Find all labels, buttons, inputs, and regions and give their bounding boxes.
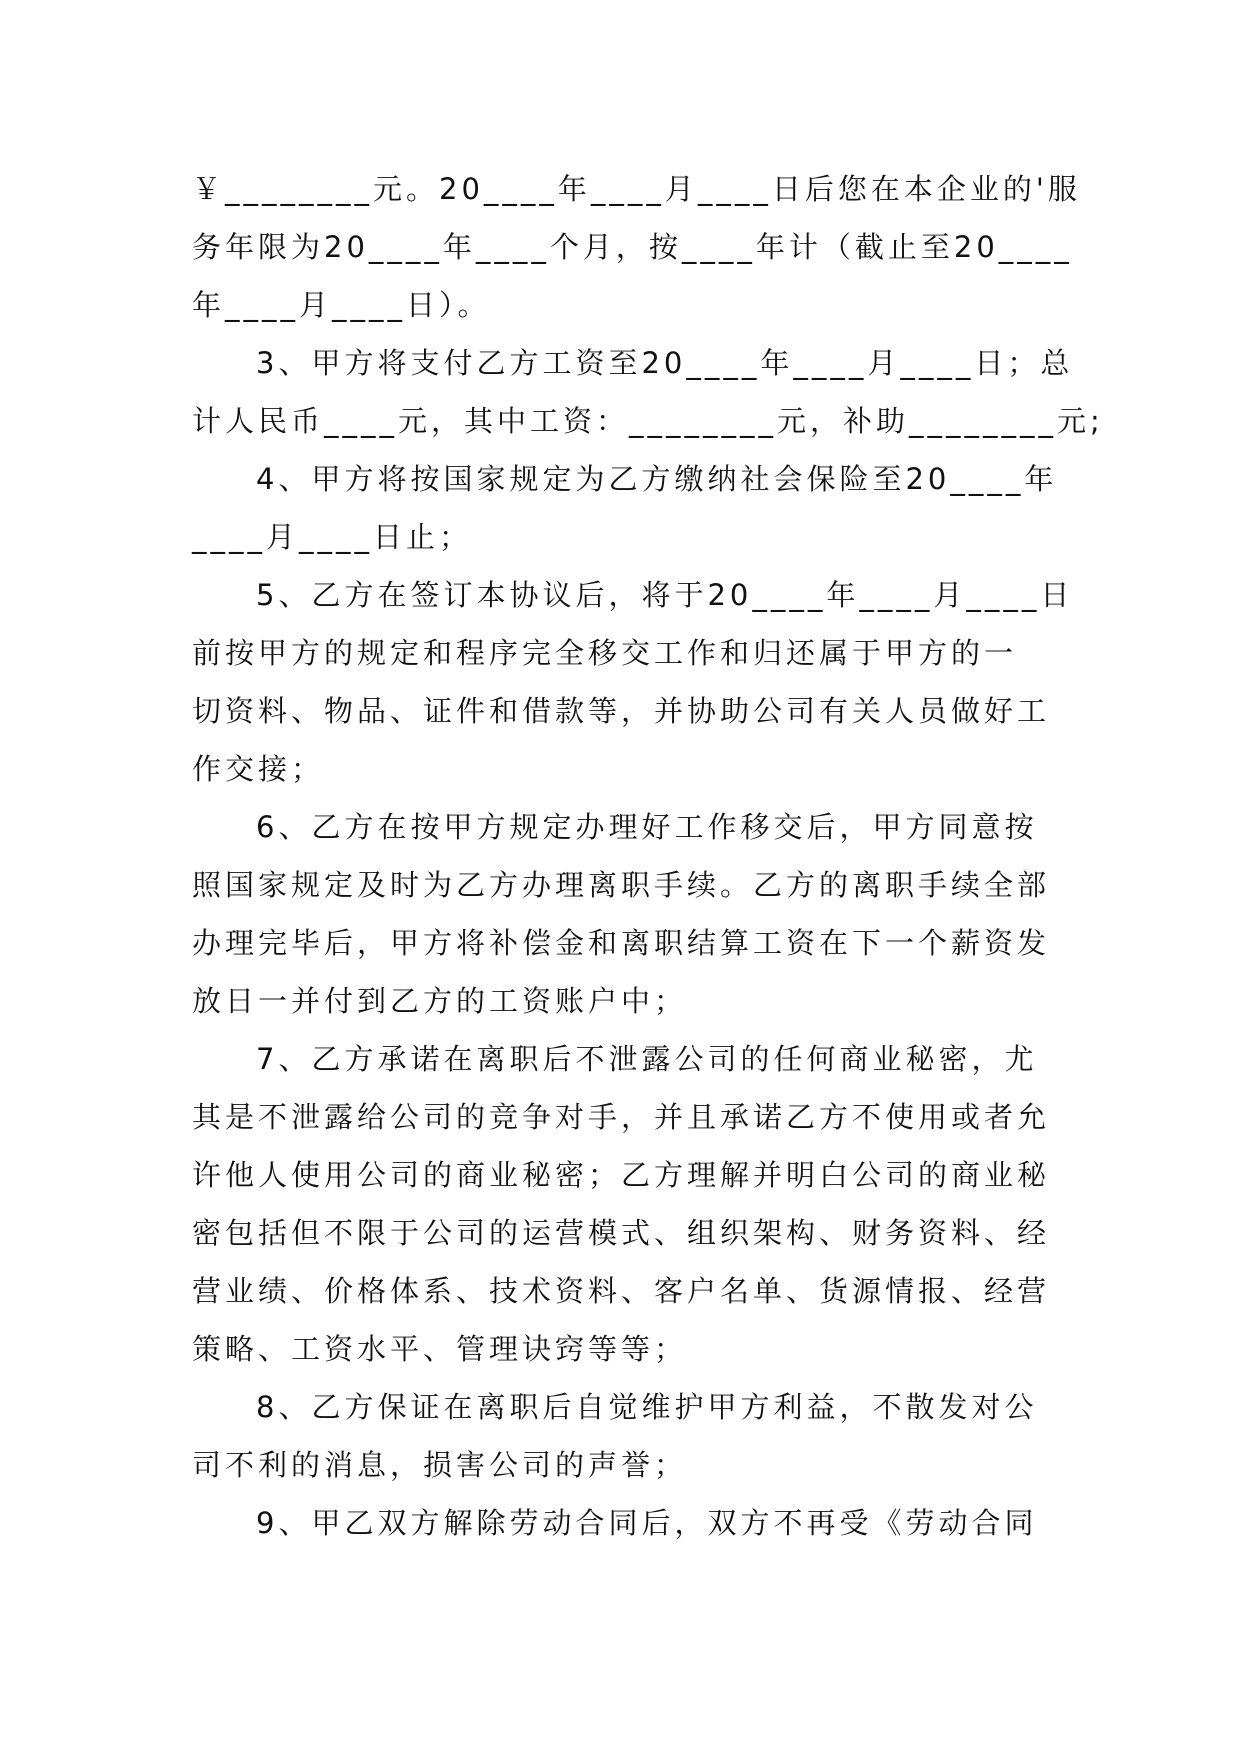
text-line: 密包括但不限于公司的运营模式、组织架构、财务资料、经 bbox=[192, 1216, 1051, 1250]
clause-4-line: 4、甲方将按国家规定为乙方缴纳社会保险至20____年 bbox=[256, 462, 1058, 496]
text-line: ￥________元。20____年____月____日后您在本企业的'服 bbox=[192, 172, 1081, 206]
clause-9-line: 9、甲乙双方解除劳动合同后，双方不再受《劳动合同 bbox=[256, 1506, 1038, 1540]
text-line: 作交接； bbox=[192, 752, 325, 786]
text-line: 办理完毕后，甲方将补偿金和离职结算工资在下一个薪资发 bbox=[192, 926, 1051, 960]
text-line: 其是不泄露给公司的竞争对手，并且承诺乙方不使用或者允 bbox=[192, 1100, 1051, 1134]
text-line: 前按甲方的规定和程序完全移交工作和归还属于甲方的一 bbox=[192, 636, 1018, 670]
clause-7-line: 7、乙方承诺在离职后不泄露公司的任何商业秘密，尤 bbox=[256, 1042, 1038, 1076]
text-line: 放日一并付到乙方的工资账户中； bbox=[192, 984, 688, 1018]
text-line: 司不利的消息，损害公司的声誉； bbox=[192, 1448, 688, 1482]
clause-3-line: 3、甲方将支付乙方工资至20____年____月____日；总 bbox=[256, 346, 1074, 380]
text-line: 务年限为20____年____个月，按____年计（截止至20____ bbox=[192, 230, 1073, 264]
text-line: 许他人使用公司的商业秘密；乙方理解并明白公司的商业秘 bbox=[192, 1158, 1051, 1192]
text-line: 计人民币____元，其中工资：________元，补助________元; bbox=[192, 404, 1104, 438]
text-line: 切资料、物品、证件和借款等，并协助公司有关人员做好工 bbox=[192, 694, 1051, 728]
document-page bbox=[192, 160, 1104, 1552]
text-line: 照国家规定及时为乙方办理离职手续。乙方的离职手续全部 bbox=[192, 868, 1051, 902]
text-line: 营业绩、价格体系、技术资料、客户名单、货源情报、经营 bbox=[192, 1274, 1051, 1308]
clause-5-line: 5、乙方在签订本协议后，将于20____年____月____日 bbox=[256, 578, 1074, 612]
clause-8-line: 8、乙方保证在离职后自觉维护甲方利益，不散发对公 bbox=[256, 1390, 1038, 1424]
text-line: ____月____日止； bbox=[192, 520, 473, 554]
clause-6-line: 6、乙方在按甲方规定办理好工作移交后，甲方同意按 bbox=[256, 810, 1038, 844]
text-line: 年____月____日）。 bbox=[192, 288, 491, 322]
text-line: 策略、工资水平、管理诀窍等等； bbox=[192, 1332, 688, 1366]
